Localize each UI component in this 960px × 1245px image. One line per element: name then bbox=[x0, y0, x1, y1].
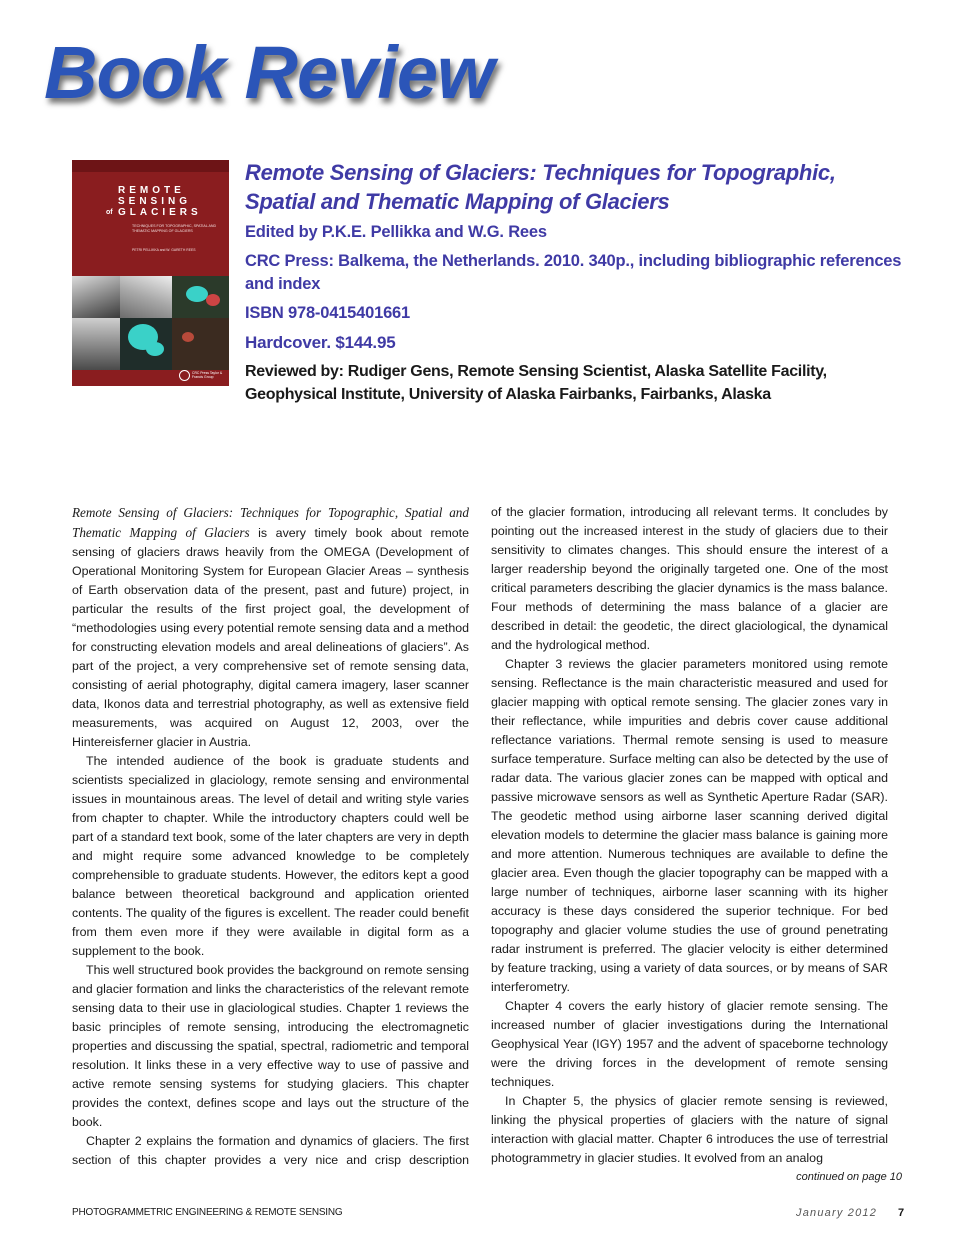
cover-photo-4 bbox=[72, 318, 120, 370]
cover-publisher: CRC Press Taylor & Francis Group bbox=[192, 371, 223, 379]
book-title: Remote Sensing of Glaciers: Techniques for Topographic, Spatial and Thematic Mapping of Glaciers bbox=[245, 160, 836, 214]
paragraph-7: In Chapter 5, the physics of glacier remote sensing is reviewed, linking the physical properties of glaciers with the nature of signal interaction with glacial matter. Chapter 6 introduces the use of terrestrial photogrammetry in glacier studies. It evolved from an analog bbox=[491, 1094, 888, 1165]
reviewer-credit: Reviewed by: Rudiger Gens, Remote Sensing Scientist, Alaska Satellite Facility, Geophysical Institute, University of Alaska Fairbanks, Fairbanks, Alaska bbox=[245, 363, 827, 403]
cover-title-of: of bbox=[106, 209, 113, 216]
continued-note: continued on page 10 bbox=[796, 1171, 902, 1183]
body-column-left bbox=[72, 503, 469, 1170]
publisher-logo-icon bbox=[179, 370, 190, 381]
section-banner: Book Review bbox=[44, 31, 494, 114]
cover-photo-1 bbox=[72, 276, 120, 318]
cover-top-strip bbox=[72, 160, 229, 172]
cover-subtitle: TECHNIQUES FOR TOPOGRAPHIC, SPATIAL AND THEMATIC MAPPING OF GLACIERS bbox=[132, 224, 217, 233]
book-publisher: CRC Press: Balkema, the Netherlands. 2010. 340p., including bibliographic references and index bbox=[245, 252, 902, 293]
paragraph-2: The intended audience of the book is graduate students and scientists specialized in glaciology, remote sensing and environmental issues in mountainous areas. The level of detail and writing style varies from chapter to chapter. While the introductory chapters could well be part of a standard text book, some of the later chapters are very in depth and might require some advanced knowledge to be completely comprehensible to graduate students. However, the editors kept a good balance between theoretical background and application oriented contents. The quality of the figures is excellent. The reader could benefit from them even more if they were available in digital form as a supplement to the book. bbox=[72, 754, 469, 958]
cover-photo-5 bbox=[120, 318, 172, 370]
paragraph-6: Chapter 4 covers the early history of glacier remote sensing. The increased number of glacier investigations during the International Geophysical Year (IGY) 1957 and the advent of spaceborne technology were the driving forces in the development of remote sensing techniques. bbox=[491, 999, 888, 1089]
footer-page-number: 7 bbox=[898, 1207, 905, 1219]
book-cover-image bbox=[72, 160, 229, 386]
cover-editors: PETRI PELLIKKA and W. GARETH REES bbox=[132, 248, 196, 252]
cover-photo-2 bbox=[120, 276, 172, 318]
paragraph-1-text: is avery timely book about remote sensing of glaciers draws heavily from the OMEGA (Development of Operational Monitoring System for European Glacier Areas – synthesis of Earth observation data of the present, past and future) project, in particular the results of the first project goal, the development of “methodologies using every potential remote sensing data and a method for constructing elevation models and areal delineations of glaciers”. As part of the project, a very comprehensive set of remote sensing data, consisting of aerial photography, digital camera imagery, laser scanner data, Ikonos data and terrestrial photography, as well as extensive field measurements, was acquired on August 12, 2003, over the Hintereisferner glacier in Austria. bbox=[72, 526, 469, 749]
paragraph-1-book-title: Remote Sensing of Glaciers: Techniques for Topographic, Spatial and Thematic Mapping of Glaciers bbox=[72, 505, 469, 540]
book-isbn: ISBN 978-0415401661 bbox=[245, 304, 410, 322]
cover-title-line3: GLACIERS bbox=[118, 207, 202, 218]
paragraph-1 bbox=[72, 503, 469, 752]
paragraph-4-continued: of the glacier formation, introducing all relevant terms. It concludes by pointing out the increased interest in the study of glaciers due to their sensitivity to climates changes. This should ensure the interest of a larger readership beyond the originally targeted one. One of the most critical parameters describing the glacier dynamics is the mass balance. Four methods of determining the mass balance of a glacier are described in detail: the geodetic, the direct glaciological, the dynamical and the hydrological method. bbox=[491, 505, 888, 652]
paragraph-5: Chapter 3 reviews the glacier parameters monitored using remote sensing. Reflectance is the main characteristic measured and used for glacier mapping with optical remote sensing. The glacier zones vary in their reflectance, while impurities and debris cover cause additional reflectance variations. Thermal remote sensing is used to measure surface temperature. Surface melting can also be detected by the use of radar data. The various glacier zones can be mapped with optical and passive microwave sensors as well as Synthetic Aperture Radar (SAR). The geodetic method using airborne laser scanning derived digital elevation models to determine the glacier mass balance is gaining more and more attention. Numerous techniques are available to define the glacier area. Even though the glacier topography can be mapped with a large number of techniques, airborne laser scanning with its higher accuracy is these days considered the superior technique. For bed topography and glacier volume studies the use of ground penetrating radar instrument is preferred. The glacier velocity is either determined by feature tracking, using a variety of data sources, or by means of SAR interferometry. bbox=[491, 657, 888, 994]
cover-photo-6 bbox=[172, 318, 229, 370]
book-editors: Edited by P.K.E. Pellikka and W.G. Rees bbox=[245, 223, 547, 241]
footer-journal-name: PHOTOGRAMMETRIC ENGINEERING & REMOTE SENSING bbox=[72, 1207, 343, 1218]
cover-title-line2: SENSING bbox=[118, 196, 192, 207]
body-column-right bbox=[491, 503, 888, 1168]
book-price: Hardcover. $144.95 bbox=[245, 333, 396, 352]
footer-date: January 2012 bbox=[796, 1207, 878, 1219]
paragraph-4-text: Chapter 2 explains the formation and dynamics of glaciers. The first section of this chapter provides a very nice and crisp description bbox=[72, 1134, 469, 1167]
paragraph-4 bbox=[72, 1132, 469, 1170]
cover-photo-3 bbox=[172, 276, 229, 318]
paragraph-3: This well structured book provides the background on remote sensing and glacier formation and links the characteristics of the relevant remote sensing data to their use in glaciological studies. Chapter 1 reviews the basic principles of remote sensing, introducing the electromagnetic properties and discussing the spatial, spectral, radiometric and temporal resolution. It links these in a very effective way to use of passive and active remote sensing systems for studying glaciers. This chapter provides the context, defines scope and lays out the structure of the book. bbox=[72, 963, 469, 1129]
book-details bbox=[245, 158, 905, 406]
cover-title-line1: REMOTE bbox=[118, 185, 185, 196]
